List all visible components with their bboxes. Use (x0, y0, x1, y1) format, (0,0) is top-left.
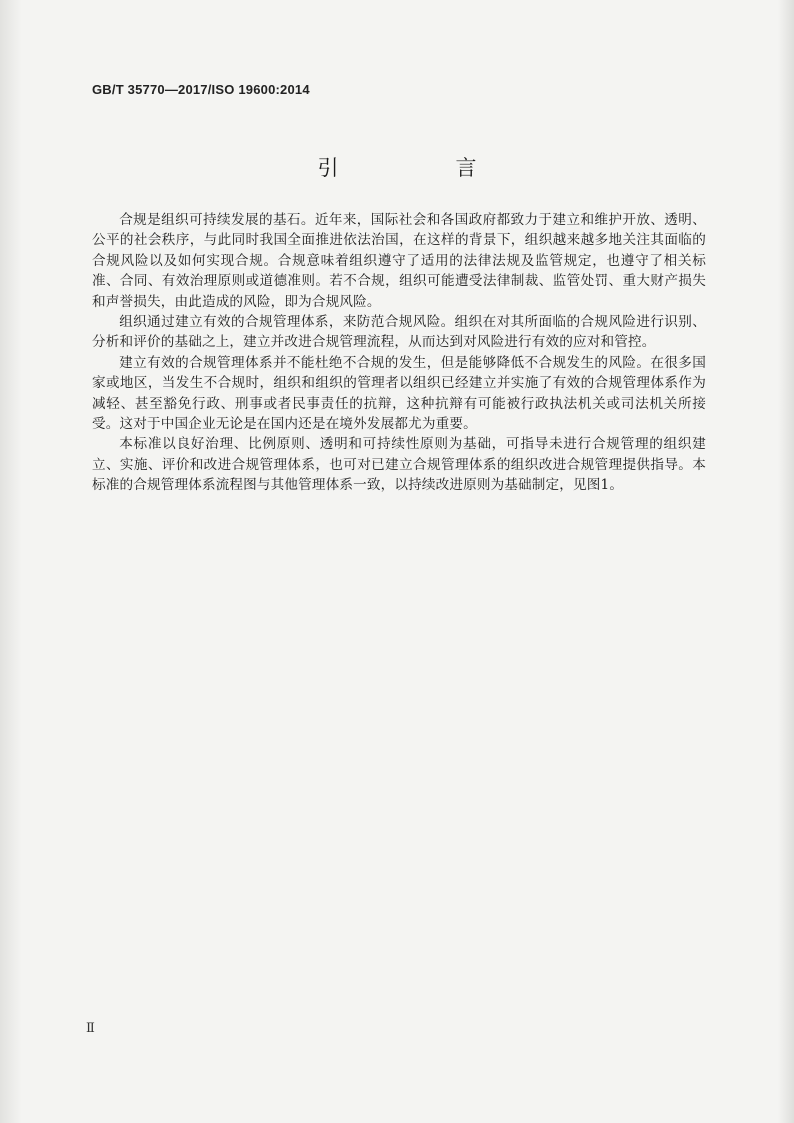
page-number: Ⅱ (86, 1020, 95, 1035)
introduction-body (92, 210, 706, 496)
paragraph-3: 建立有效的合规管理体系并不能杜绝不合规的发生，但是能够降低不合规发生的风险。在很多国家或地区，当发生不合规时，组织和组织的管理者以组织已经建立并实施了有效的合规管理体系作为减轻、甚至豁免行政、刑事或者民事责任的抗辩，这种抗辩有可能被行政执法机关或司法机关所接受。这对于中国企业无论是在国内还是在境外发展都尤为重要。 (92, 354, 706, 433)
section-title: 引 言 (317, 156, 525, 180)
paragraph-2: 组织通过建立有效的合规管理体系，来防范合规风险。组织在对其所面临的合规风险进行识别、分析和评价的基础之上，建立并改进合规管理流程，从而达到对风险进行有效的应对和管控。 (92, 314, 706, 351)
paragraph-1: 合规是组织可持续发展的基石。近年来，国际社会和各国政府都致力于建立和维护开放、透明、公平的社会秩序，与此同时我国全面推进依法治国，在这样的背景下，组织越来越多地关注其面临的合规风险以及如何实现合规。合规意味着组织遵守了适用的法律法规及监管规定，也遵守了相关标准、合同、有效治理原则或道德准则。若不合规，组织可能遭受法律制裁、监管处罚、重大财产损失和声誉损失，由此造成的风险，即为合规风险。 (92, 212, 706, 310)
standard-code-header: GB/T 35770—2017/ISO 19600:2014 (92, 82, 310, 97)
paragraph-4: 本标准以良好治理、比例原则、透明和可持续性原则为基础，可指导未进行合规管理的组织建立、实施、评价和改进合规管理体系，也可对已建立合规管理体系的组织改进合规管理提供指导。本标准的合规管理体系流程图与其他管理体系一致，以持续改进原则为基础制定，见图1。 (92, 436, 706, 494)
